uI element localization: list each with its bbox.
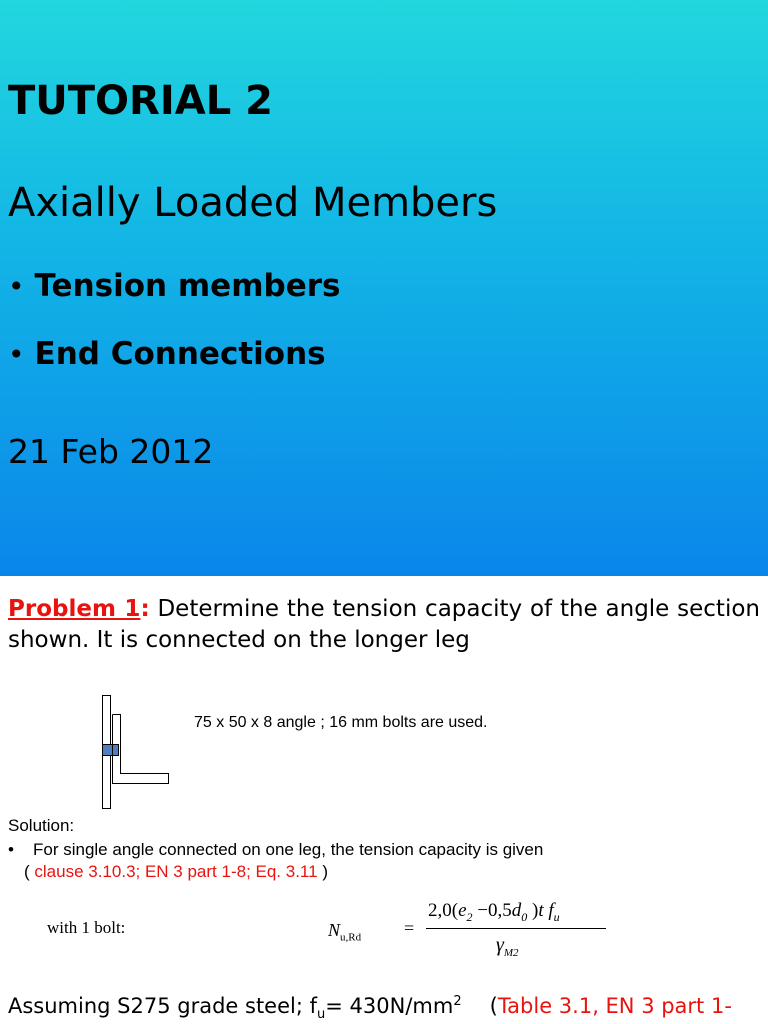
angle-caption: 75 x 50 x 8 angle ; 16 mm bolts are used.: [194, 714, 488, 731]
clause-open: (: [24, 862, 35, 881]
problem-label: Problem 1: [8, 596, 141, 622]
bullet-tension-members: [8, 268, 340, 304]
n-symbol: N: [328, 920, 341, 940]
assume-ref-open: (: [489, 994, 498, 1018]
assume-ref: Table 3.1, EN 3 part 1-: [497, 994, 732, 1018]
solution-bullet: [8, 840, 543, 860]
bullet-end-connections: [8, 336, 326, 372]
with-bolt-label: with 1 bolt:: [47, 918, 126, 937]
slide-subtitle: Axially Loaded Members: [8, 180, 498, 226]
bullet-dot: •: [8, 337, 25, 371]
problem-colon: :: [140, 596, 150, 622]
assume-sub: u: [317, 1007, 326, 1023]
clause-reference: [24, 862, 328, 882]
problem-text: Determine the tension capacity of the angle section shown. It is connected on the longer leg: [8, 596, 760, 653]
num-d: d: [511, 900, 522, 921]
formula-lhs: [328, 920, 361, 944]
num-f: f: [543, 900, 554, 921]
angle-section: [113, 715, 169, 784]
solution-bullet-text: For single angle connected on one leg, the tension capacity is given: [33, 840, 544, 859]
slide-date: 21 Feb 2012: [8, 432, 214, 471]
gamma-subscript: M2: [503, 947, 519, 959]
num-d-sub: 0: [521, 909, 528, 924]
problem-statement: [8, 594, 760, 656]
assume-text: Assuming S275 grade steel; f: [8, 994, 318, 1018]
num-e: e: [458, 900, 467, 921]
solution-label: Solution:: [8, 816, 75, 835]
num-coef: 2,0: [428, 900, 452, 921]
assume-sup: 2: [453, 994, 462, 1009]
problem-slide: [0, 576, 768, 1024]
assume-value: = 430N/mm: [325, 994, 454, 1018]
num-t: t: [538, 900, 544, 921]
n-subscript: u,Rd: [340, 931, 362, 944]
num-e-sub: 2: [466, 909, 473, 924]
formula-equals: =: [404, 918, 415, 938]
bullet-dot: •: [8, 840, 14, 859]
fraction-line: [426, 928, 606, 929]
bullet-dot: •: [8, 269, 25, 303]
num-paren-close: ): [527, 900, 539, 921]
num-paren-open: (: [451, 900, 459, 921]
clause-ref-text: clause 3.10.3; EN 3 part 1-8; Eq. 3.11: [34, 862, 318, 881]
gamma-symbol: γ: [496, 934, 504, 956]
bullet-text: End Connections: [34, 336, 326, 372]
formula-denominator: [496, 934, 519, 959]
bullet-text: Tension members: [34, 268, 341, 304]
formula-numerator: [428, 900, 560, 925]
num-f-sub: u: [553, 909, 560, 924]
assumption-line: [8, 994, 732, 1022]
clause-close: ): [317, 862, 328, 881]
num-minus: −0,5: [472, 900, 512, 921]
slide-title: TUTORIAL 2: [8, 78, 273, 124]
angle-section-diagram: [98, 692, 178, 812]
bolt-head: [103, 745, 119, 756]
